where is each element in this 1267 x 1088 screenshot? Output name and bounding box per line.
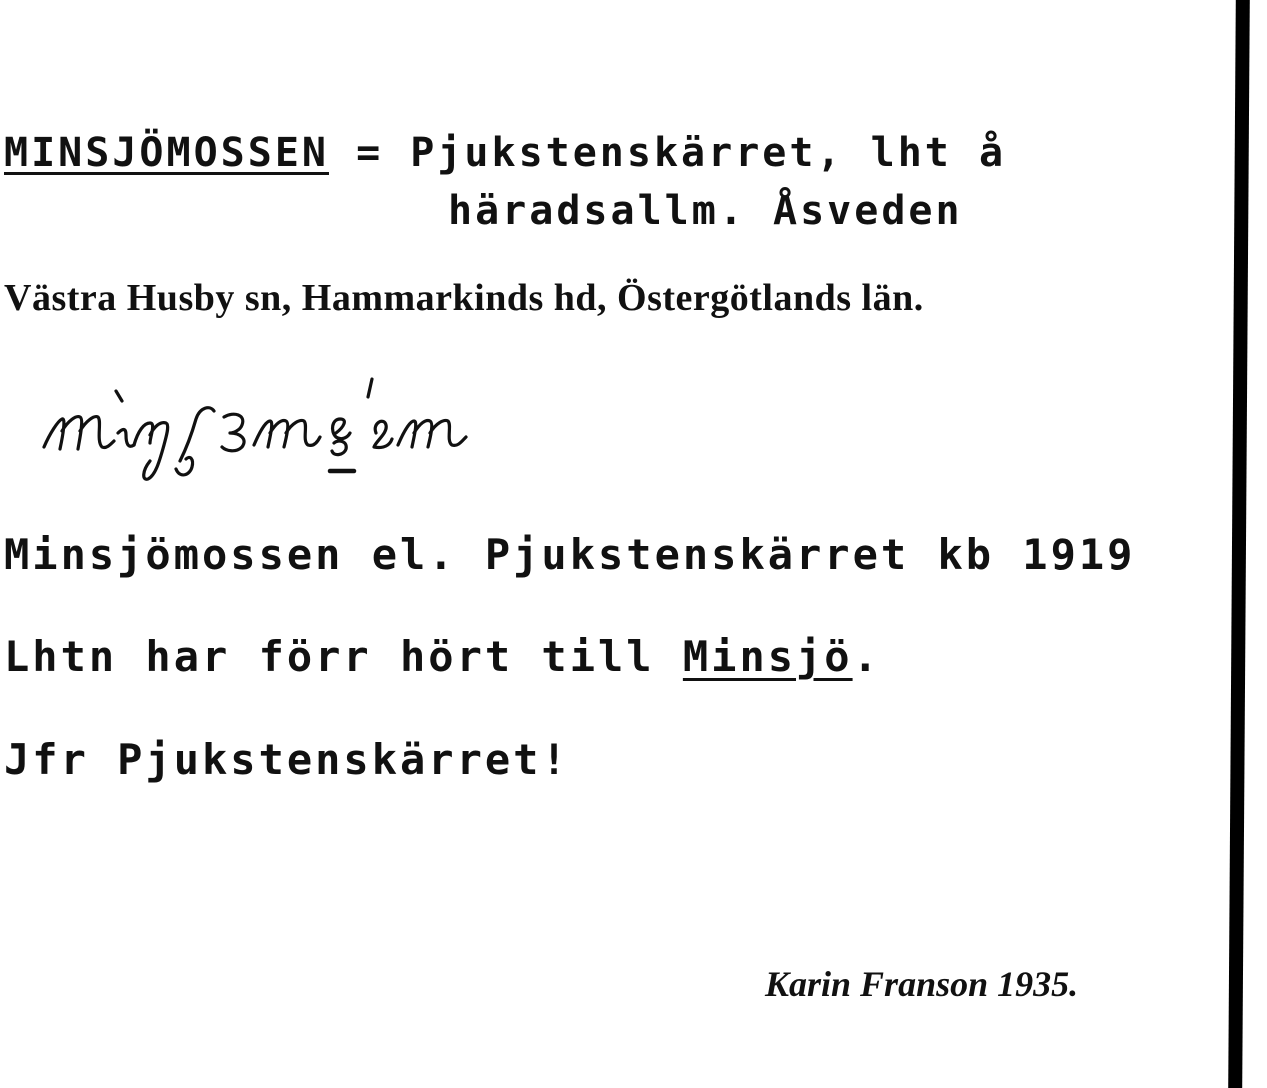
history-note xyxy=(4,632,881,681)
headword-line xyxy=(4,130,1006,176)
history-place-name: Minsjö xyxy=(682,632,853,681)
gloss-line-1: Pjukstenskärret, lht å xyxy=(410,130,1007,176)
equals-sign: = xyxy=(328,130,411,176)
gloss-line-2: häradsallm. Åsveden xyxy=(448,188,963,234)
history-punctuation: . xyxy=(852,632,881,681)
handwritten-phonetic-transcription xyxy=(30,375,530,490)
source-note: Minsjömossen el. Pjukstenskärret kb 1919 xyxy=(4,530,1136,579)
collector-signature: Karin Franson 1935. xyxy=(765,964,1079,1004)
history-text: Lhtn har förr hört till xyxy=(4,632,683,681)
headword: MINSJÖMOSSEN xyxy=(4,130,329,176)
location-line: Västra Husby sn, Hammarkinds hd, Östergötlands län. xyxy=(4,277,924,319)
cross-reference: Jfr Pjukstenskärret! xyxy=(4,735,570,784)
card-edge-border xyxy=(1228,0,1250,1088)
